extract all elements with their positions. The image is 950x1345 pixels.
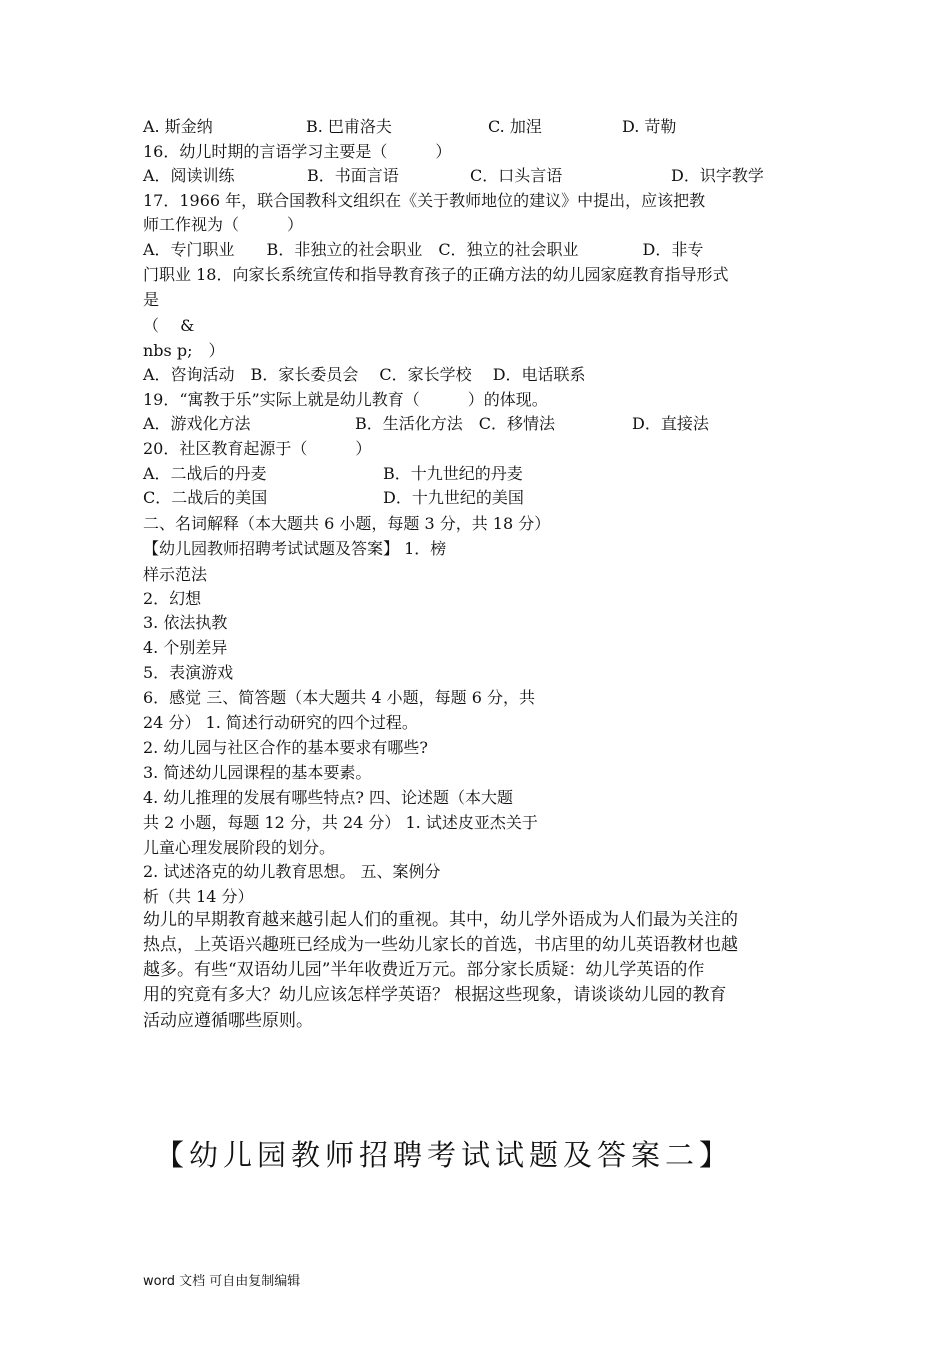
option-text: D. 苛勒: [622, 117, 677, 136]
text-line: 2．幻想: [143, 589, 202, 608]
text-line: 17．1966 年，联合国教科文组织在《关于教师地位的建议》中提出，应该把教: [143, 191, 706, 210]
text-line: 3. 依法执教: [143, 613, 228, 632]
text-line: 越多。有些“双语幼儿园”半年收费近万元。部分家长质疑：幼儿学英语的作: [143, 960, 705, 980]
option-text: B．十九世纪的丹麦: [383, 464, 523, 483]
option-text: A．二战后的丹麦: [143, 464, 267, 483]
option-text: D．识字教学: [671, 166, 764, 185]
option-text: D．直接法: [632, 414, 709, 433]
text-line: 是: [143, 290, 160, 309]
option-text: D．十九世纪的美国: [383, 488, 524, 507]
option-text: A. 斯金纳: [143, 117, 213, 136]
option-text: A．阅读训练: [143, 166, 235, 185]
page-footer: word 文档 可自由复制编辑: [143, 1274, 301, 1289]
option-text: B. 巴甫洛夫: [306, 117, 392, 136]
option-text: A．游戏化方法: [143, 414, 251, 433]
text-line: （ &: [143, 316, 195, 335]
section-heading-2: 【幼儿园教师招聘考试试题及答案二】: [155, 1138, 734, 1172]
option-text: C. 加涅: [488, 117, 542, 136]
text-line: 二、名词解释（本大题共 6 小题，每题 3 分，共 18 分）: [143, 514, 551, 533]
text-line: 门职业 18．向家长系统宣传和指导教育孩子的正确方法的幼儿园家庭教育指导形式: [143, 265, 729, 284]
text-line: 19．“寓教于乐”实际上就是幼儿教育（ ）的体现。: [143, 390, 548, 409]
text-line: 共 2 小题，每题 12 分，共 24 分） 1. 试述皮亚杰关于: [143, 813, 538, 832]
text-line: 24 分） 1. 简述行动研究的四个过程。: [143, 713, 418, 732]
option-text: B．生活化方法 C．移情法: [355, 414, 556, 433]
option-text: C．口头言语: [470, 166, 563, 185]
text-line: 2. 幼儿园与社区合作的基本要求有哪些?: [143, 738, 428, 757]
text-line: 16．幼儿时期的言语学习主要是（ ）: [143, 142, 452, 161]
text-line: 活动应遵循哪些原则。: [143, 1011, 313, 1031]
text-line: 3. 简述幼儿园课程的基本要素。: [143, 763, 372, 782]
text-line: nbs p; ）: [143, 341, 225, 360]
text-line: 样示范法: [143, 565, 208, 584]
text-line: A．咨询活动 B．家长委员会 C．家长学校 D．电话联系: [143, 365, 586, 384]
text-line: 5．表演游戏: [143, 663, 234, 682]
text-line: 热点，上英语兴趣班已经成为一些幼儿家长的首选，书店里的幼儿英语教材也越: [143, 935, 738, 955]
text-line: A．专门职业 B．非独立的社会职业 C．独立的社会职业 D．非专: [143, 240, 704, 259]
text-line: 师工作视为（ ）: [143, 215, 304, 234]
text-line: 4. 个别差异: [143, 638, 228, 657]
text-line: 【幼儿园教师招聘考试试题及答案】 1．榜: [143, 539, 447, 558]
text-line: 4. 幼儿推理的发展有哪些特点? 四、论述题（本大题: [143, 788, 514, 807]
option-text: C．二战后的美国: [143, 488, 268, 507]
text-line: 儿童心理发展阶段的划分。: [143, 838, 336, 857]
option-text: B．书面言语: [307, 166, 399, 185]
text-line: 2. 试述洛克的幼儿教育思想。 五、案例分: [143, 862, 441, 881]
text-line: 析（共 14 分）: [143, 887, 254, 906]
text-line: 幼儿的早期教育越来越引起人们的重视。其中，幼儿学外语成为人们最为关注的: [143, 910, 738, 930]
text-line: 用的究竟有多大？幼儿应该怎样学英语？ 根据这些现象，请谈谈幼儿园的教育: [143, 985, 727, 1005]
text-line: 6．感觉 三、简答题（本大题共 4 小题，每题 6 分，共: [143, 688, 535, 707]
text-line: 20．社区教育起源于（ ）: [143, 439, 372, 458]
